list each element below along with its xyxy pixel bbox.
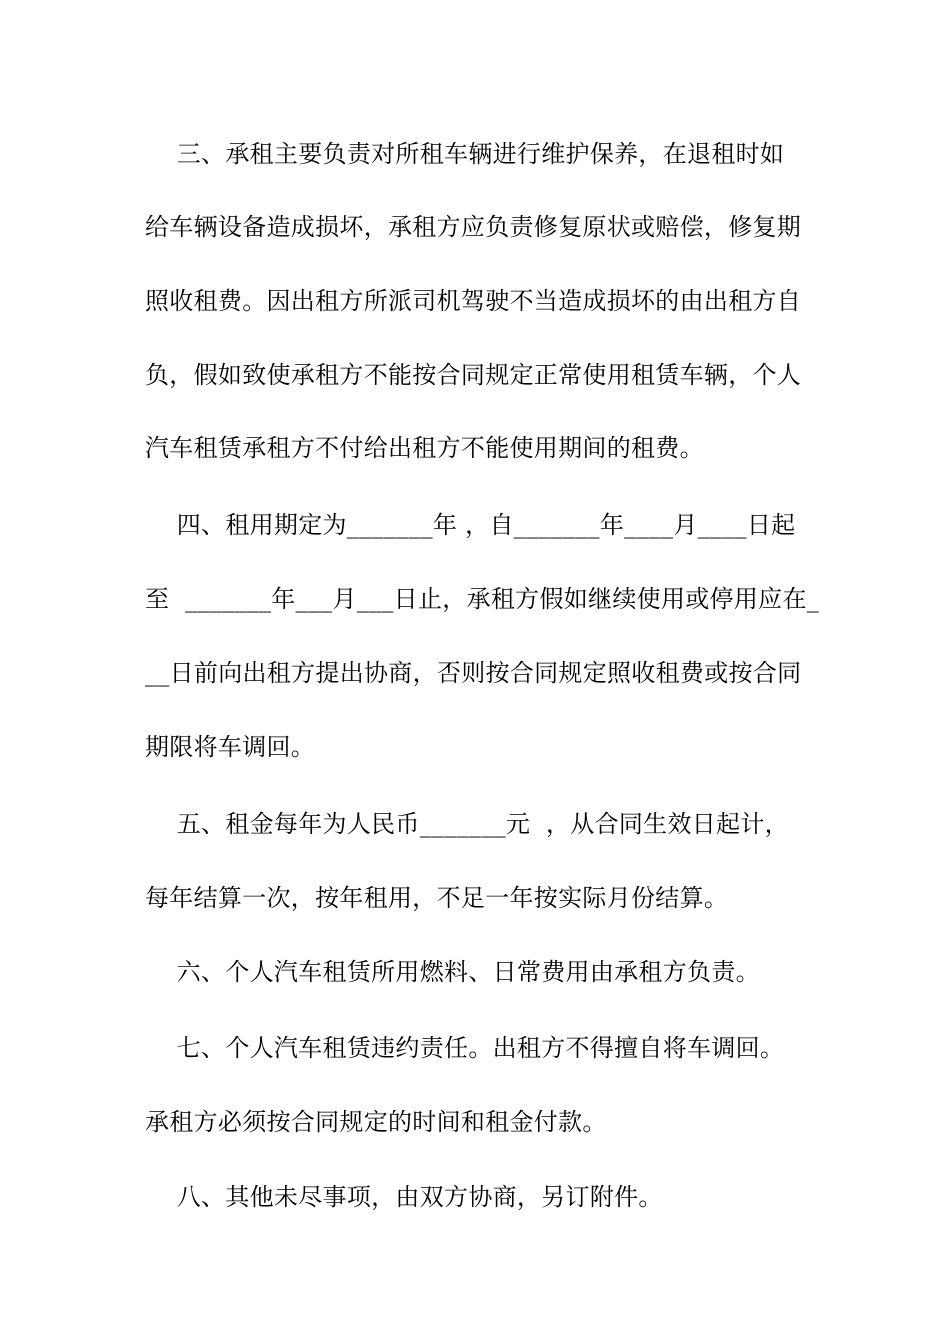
text-line: 八、其他未尽事项，由双方协商，另订附件。 bbox=[145, 1183, 663, 1211]
text-line: 至 _______年___月___日止，承租方假如继续使用或停用应在_ bbox=[145, 585, 820, 613]
text-line: 汽车租赁承租方不付给出租方不能使用期间的租费。 bbox=[145, 434, 704, 462]
text-line: __日前向出租方提出协商，否则按合同规定照收租费或按合同 bbox=[145, 659, 802, 687]
text-line: 照收租费。因出租方所派司机驾驶不当造成损坏的由出租方自 bbox=[145, 287, 802, 315]
text-line: 四、租用期定为_______年 ，自_______年____月____日起 bbox=[145, 511, 796, 539]
text-line: 六、个人汽车租赁所用燃料、日常费用由承租方负责。 bbox=[145, 958, 760, 986]
text-line: 七、个人汽车租赁违约责任。出租方不得擅自将车调回。 bbox=[145, 1034, 785, 1062]
text-line: 给车辆设备造成损坏，承租方应负责修复原状或赔偿，修复期 bbox=[145, 213, 802, 241]
text-line: 期限将车调回。 bbox=[145, 733, 316, 761]
text-line: 三、承租主要负责对所租车辆进行维护保养，在退租时如 bbox=[145, 140, 785, 168]
text-line: 每年结算一次，按年租用，不足一年按实际月份结算。 bbox=[145, 884, 729, 912]
text-line: 五、租金每年为人民币_______元 ，从合同生效日起计， bbox=[145, 810, 789, 838]
text-line: 负，假如致使承租方不能按合同规定正常使用租赁车辆，个人 bbox=[145, 361, 802, 389]
text-line: 承租方必须按合同规定的时间和租金付款。 bbox=[145, 1108, 607, 1136]
